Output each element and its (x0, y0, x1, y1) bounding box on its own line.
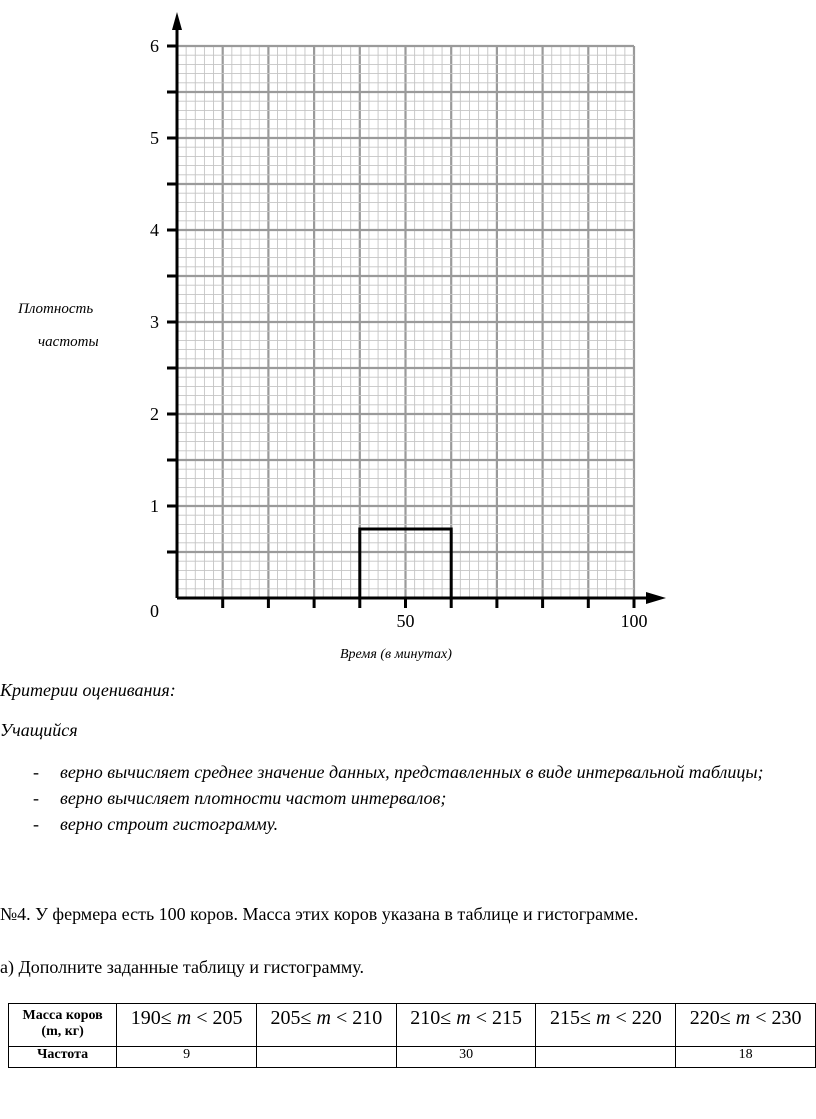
frequency-cell[interactable]: 18 (676, 1047, 816, 1068)
frequency-cell[interactable] (256, 1047, 396, 1068)
y-tick-label: 5 (150, 128, 159, 148)
x-tick-label: 100 (620, 611, 648, 631)
criteria-title: Критерии оценивания: (0, 680, 176, 700)
mass-header-cell: Масса коров (m, кг) (9, 1004, 117, 1047)
interval-cell: 215≤ m < 220 (536, 1004, 676, 1047)
x-tick-label: 50 (396, 611, 415, 631)
interval-cell: 220≤ m < 230 (676, 1004, 816, 1047)
interval-cell: 205≤ m < 210 (256, 1004, 396, 1047)
y-axis-arrow (172, 12, 182, 30)
criteria-list (0, 760, 816, 838)
chart-grid (177, 46, 634, 598)
criteria-item: - верно вычисляет среднее значение данных, представленных в виде интервальной таблицы; (33, 762, 764, 782)
x-tick-label: 0 (150, 601, 159, 621)
frequency-cell[interactable] (536, 1047, 676, 1068)
frequency-cell[interactable]: 9 (117, 1047, 257, 1068)
y-tick-label: 3 (150, 312, 159, 332)
y-axis-label-line1: Плотность (18, 301, 94, 317)
y-tick-label: 2 (150, 404, 159, 424)
interval-cell: 190≤ m < 205 (117, 1004, 257, 1047)
chart-labels (150, 36, 648, 631)
criteria-student: Учащийся (0, 720, 78, 740)
table-row (9, 1047, 816, 1068)
frequency-header-cell: Частота (9, 1047, 117, 1068)
y-tick-label: 6 (150, 36, 159, 56)
criteria-item: - верно вычисляет плотности частот интервалов; (33, 788, 447, 808)
x-axis-label: Время (в минутах) (340, 647, 452, 662)
frequency-cell[interactable]: 30 (396, 1047, 536, 1068)
criteria-item: - верно строит гистограмму. (33, 814, 279, 834)
problem-statement: №4. У фермера есть 100 коров. Масса этих коров указана в таблице и гистограмме. (0, 904, 639, 924)
y-tick-label: 1 (150, 496, 159, 516)
x-axis-arrow (646, 592, 666, 604)
y-axis-label-line2: частоты (38, 334, 99, 350)
interval-cell: 210≤ m < 215 (396, 1004, 536, 1047)
table-row (9, 1004, 816, 1047)
y-tick-label: 4 (150, 220, 159, 240)
problem-part-a: а) Дополните заданные таблицу и гистограмму. (0, 957, 365, 977)
mass-frequency-table (8, 1003, 816, 1068)
